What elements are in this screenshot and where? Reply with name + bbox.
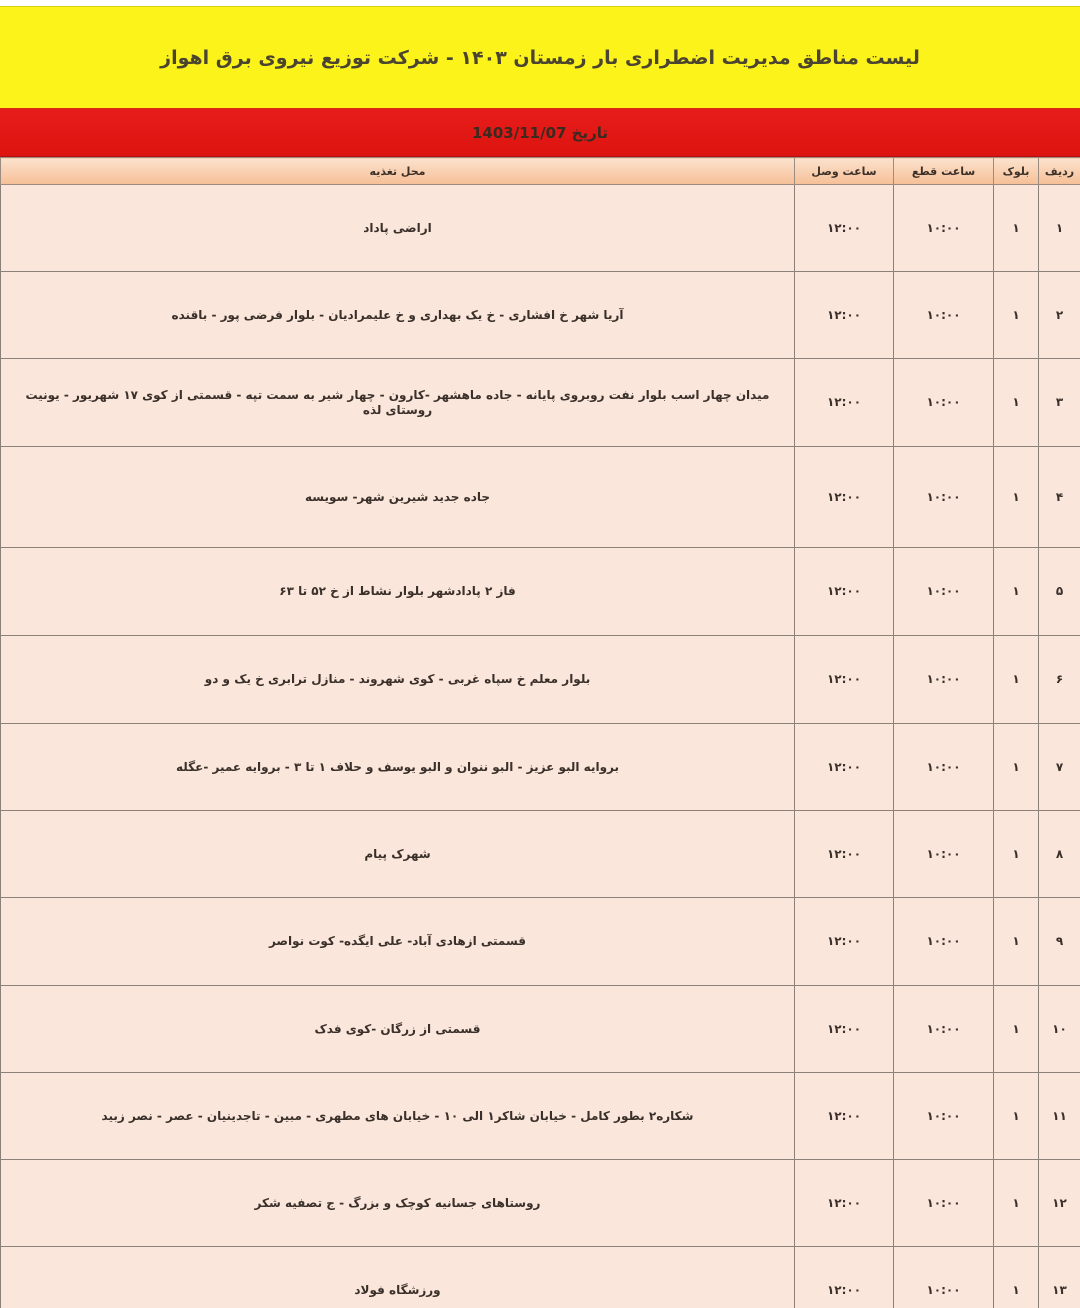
connect-time-cell: ۱۲:۰۰: [795, 185, 894, 272]
row-number-cell: ۷: [1039, 724, 1080, 811]
cut-time-cell: ۱۰:۰۰: [894, 811, 994, 898]
block-cell: ۱: [994, 724, 1039, 811]
column-header-connect-time: ساعت وصل: [795, 158, 894, 185]
block-cell: ۱: [994, 359, 1039, 447]
table-row: [1, 1247, 1080, 1308]
location-cell: اراضی پاداد: [1, 185, 795, 272]
connect-time-cell: ۱۲:۰۰: [795, 359, 894, 447]
connect-time-cell: ۱۲:۰۰: [795, 1247, 894, 1308]
row-number-cell: ۱۳: [1039, 1247, 1080, 1308]
block-cell: ۱: [994, 1073, 1039, 1160]
block-cell: ۱: [994, 636, 1039, 724]
row-number-cell: ۶: [1039, 636, 1080, 724]
row-number-cell: ۲: [1039, 272, 1080, 359]
connect-time-cell: ۱۲:۰۰: [795, 636, 894, 724]
cut-time-cell: ۱۰:۰۰: [894, 1247, 994, 1308]
table-body: [1, 185, 1080, 1308]
row-number-cell: ۳: [1039, 359, 1080, 447]
cut-time-cell: ۱۰:۰۰: [894, 548, 994, 636]
table-row: [1, 636, 1080, 724]
column-header-row-number: ردیف: [1039, 158, 1080, 185]
table-row: [1, 811, 1080, 898]
block-cell: ۱: [994, 272, 1039, 359]
connect-time-cell: ۱۲:۰۰: [795, 898, 894, 986]
column-header-location: محل تغذیه: [1, 158, 795, 185]
table-row: [1, 898, 1080, 986]
cut-time-cell: ۱۰:۰۰: [894, 359, 994, 447]
table-row: [1, 724, 1080, 811]
connect-time-cell: ۱۲:۰۰: [795, 724, 894, 811]
page-title: لیست مناطق مدیریت اضطراری بار زمستان ۱۴۰۳ - شرکت توزیع نیروی برق اهواز: [160, 46, 920, 69]
table-row: [1, 447, 1080, 548]
cut-time-cell: ۱۰:۰۰: [894, 1160, 994, 1247]
cut-time-cell: ۱۰:۰۰: [894, 636, 994, 724]
block-cell: ۱: [994, 811, 1039, 898]
location-cell: شهرک پیام: [1, 811, 795, 898]
connect-time-cell: ۱۲:۰۰: [795, 548, 894, 636]
table-header-row: [1, 158, 1080, 185]
cut-time-cell: ۱۰:۰۰: [894, 724, 994, 811]
row-number-cell: ۱: [1039, 185, 1080, 272]
table-row: [1, 1073, 1080, 1160]
date-banner: [0, 109, 1080, 157]
location-cell: میدان چهار اسب بلوار نفت روبروی پایانه - جاده ماهشهر -کارون - چهار شیر به سمت تپه - قسمتی از کوی ۱۷ شهریور - یونیت روستای لذه: [1, 359, 795, 447]
cut-time-cell: ۱۰:۰۰: [894, 185, 994, 272]
connect-time-cell: ۱۲:۰۰: [795, 986, 894, 1073]
connect-time-cell: ۱۲:۰۰: [795, 1073, 894, 1160]
cut-time-cell: ۱۰:۰۰: [894, 447, 994, 548]
location-cell: آریا شهر خ افشاری - خ یک بهداری و خ علیمرادیان - بلوار فرضی پور - باقنده: [1, 272, 795, 359]
table-row: [1, 272, 1080, 359]
block-cell: ۱: [994, 1247, 1039, 1308]
cut-time-cell: ۱۰:۰۰: [894, 986, 994, 1073]
cut-time-cell: ۱۰:۰۰: [894, 898, 994, 986]
block-cell: ۱: [994, 986, 1039, 1073]
row-number-cell: ۱۱: [1039, 1073, 1080, 1160]
block-cell: ۱: [994, 898, 1039, 986]
row-number-cell: ۱۰: [1039, 986, 1080, 1073]
location-cell: جاده جدید شیرین شهر- سویسه: [1, 447, 795, 548]
column-header-cut-time: ساعت قطع: [894, 158, 994, 185]
date-label: تاریخ 1403/11/07: [471, 123, 609, 142]
block-cell: ۱: [994, 548, 1039, 636]
row-number-cell: ۵: [1039, 548, 1080, 636]
location-cell: ورزشگاه فولاد: [1, 1247, 795, 1308]
table-row: [1, 185, 1080, 272]
title-banner: [0, 6, 1080, 110]
block-cell: ۱: [994, 185, 1039, 272]
column-header-block: بلوک: [994, 158, 1039, 185]
row-number-cell: ۹: [1039, 898, 1080, 986]
location-cell: فاز ۲ پادادشهر بلوار نشاط از خ ۵۲ تا ۶۳: [1, 548, 795, 636]
location-cell: روستاهای جسانیه کوچک و بزرگ - ج تصفیه شکر: [1, 1160, 795, 1247]
row-number-cell: ۱۲: [1039, 1160, 1080, 1247]
outage-schedule-table: [0, 157, 1080, 1308]
connect-time-cell: ۱۲:۰۰: [795, 1160, 894, 1247]
cut-time-cell: ۱۰:۰۰: [894, 272, 994, 359]
table-row: [1, 548, 1080, 636]
location-cell: قسمتی ازهادی آباد- علی ایگده- کوت نواصر: [1, 898, 795, 986]
location-cell: بروایه البو عزیز - البو ننوان و البو یوسف و حلاف ۱ تا ۳ - بروایه عمیر -عگله: [1, 724, 795, 811]
location-cell: شکاره۲ بطور کامل - خیابان شاکر۱ الی ۱۰ - خیابان های مطهری - مبین - تاجدینیان - عصر - نصر زبید: [1, 1073, 795, 1160]
location-cell: بلوار معلم خ سپاه غربی - کوی شهروند - منازل ترابری خ یک و دو: [1, 636, 795, 724]
connect-time-cell: ۱۲:۰۰: [795, 811, 894, 898]
row-number-cell: ۸: [1039, 811, 1080, 898]
block-cell: ۱: [994, 447, 1039, 548]
connect-time-cell: ۱۲:۰۰: [795, 272, 894, 359]
cut-time-cell: ۱۰:۰۰: [894, 1073, 994, 1160]
table-row: [1, 986, 1080, 1073]
row-number-cell: ۴: [1039, 447, 1080, 548]
block-cell: ۱: [994, 1160, 1039, 1247]
table-row: [1, 1160, 1080, 1247]
table-row: [1, 359, 1080, 447]
location-cell: قسمتی از زرگان -کوی فدک: [1, 986, 795, 1073]
connect-time-cell: ۱۲:۰۰: [795, 447, 894, 548]
